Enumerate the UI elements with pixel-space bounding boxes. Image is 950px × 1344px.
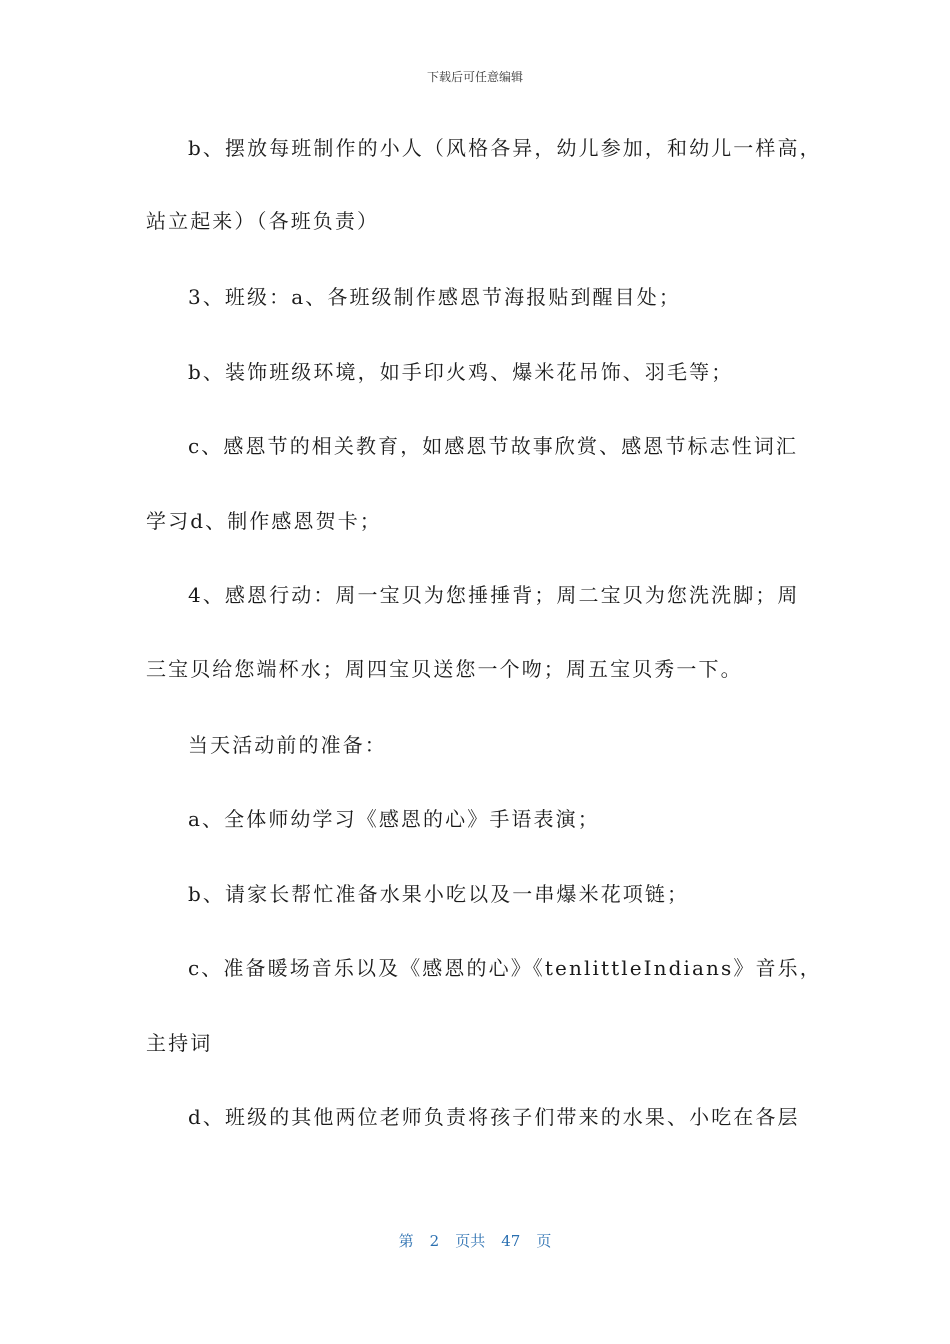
- body-line-11: b、请家长帮忙准备水果小吃以及一串爆米花项链；: [188, 882, 690, 906]
- body-line-9: 当天活动前的准备：: [188, 733, 387, 757]
- body-line-1: b、摆放每班制作的小人（风格各异，幼儿参加，和幼儿一样高，: [188, 136, 822, 160]
- body-line-2: 站立起来）（各班负责）: [146, 209, 380, 233]
- page-footer: [0, 1230, 950, 1251]
- footer-page-number: 2: [429, 1232, 440, 1250]
- footer-mid: 页共: [455, 1232, 486, 1250]
- body-line-4: b、装饰班级环境，如手印火鸡、爆米花吊饰、羽毛等；: [188, 360, 734, 384]
- body-line-12: c、准备暖场音乐以及《感恩的心》《tenlittleIndians》音乐，: [188, 956, 822, 980]
- body-line-7: 4、感恩行动：周一宝贝为您捶捶背；周二宝贝为您洗洗脚；周: [188, 583, 800, 607]
- footer-suffix: 页: [536, 1232, 552, 1250]
- body-line-6: 学习d、制作感恩贺卡；: [146, 509, 382, 533]
- body-line-10: a、全体师幼学习《感恩的心》手语表演；: [188, 807, 600, 831]
- body-line-3: 3、班级：a、各班级制作感恩节海报贴到醒目处；: [188, 285, 681, 309]
- body-line-13: 主持词: [146, 1031, 213, 1055]
- footer-total-pages: 47: [501, 1232, 521, 1250]
- body-line-8: 三宝贝给您端杯水；周四宝贝送您一个吻；周五宝贝秀一下。: [146, 657, 743, 681]
- footer-prefix: 第: [398, 1232, 414, 1250]
- body-line-14: d、班级的其他两位老师负责将孩子们带来的水果、小吃在各层: [188, 1105, 800, 1129]
- body-line-5: c、感恩节的相关教育，如感恩节故事欣赏、感恩节标志性词汇: [188, 434, 799, 458]
- header-note: 下载后可任意编辑: [426, 70, 523, 84]
